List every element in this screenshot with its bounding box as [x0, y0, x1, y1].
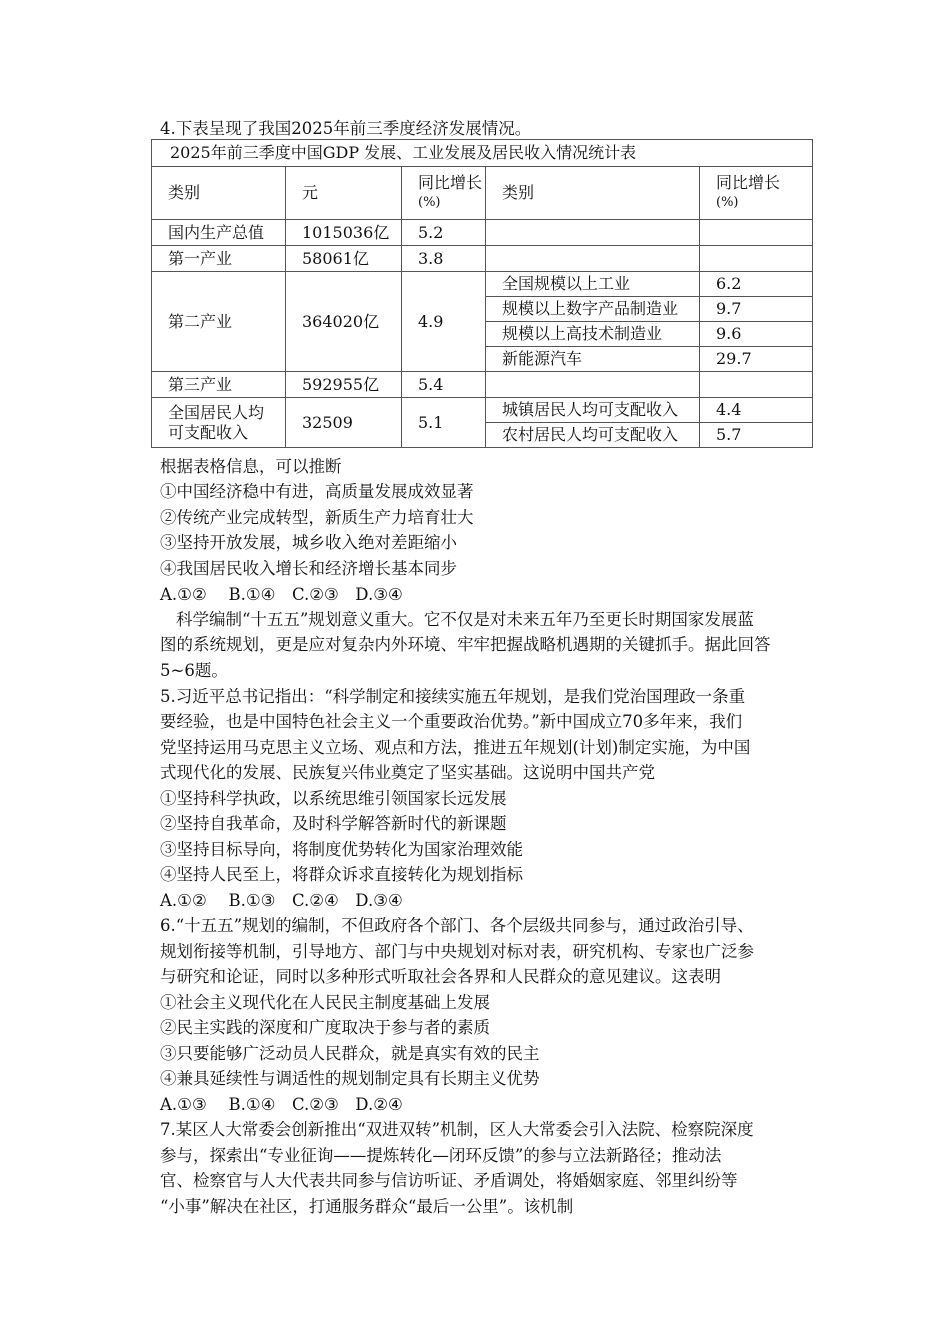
q5-line: 式现代化的发展、民族复兴伟业奠定了坚实基础。这说明中国共产党 [160, 763, 655, 782]
q4-option: ①中国经济稳中有进，高质量发展成效显著 [160, 482, 474, 501]
q5-option: ④坚持人民至上，将群众诉求直接转化为规划指标 [160, 865, 523, 884]
income-sub-label: 农村居民人均可支配收入 [486, 423, 700, 448]
q4-prompt: 根据表格信息，可以推断 [160, 457, 342, 476]
q6-line: 与研究和论证，同时以多种形式听取社会各界和人民群众的意见建议。这表明 [160, 967, 721, 986]
row-income-label-2: 可支配收入 [168, 422, 249, 442]
row-secondary-label: 第二产业 [152, 272, 286, 372]
row-income-growth: 5.1 [402, 398, 486, 448]
header-yuan: 元 [286, 167, 402, 220]
header-growth2-unit: (%) [716, 195, 739, 210]
q7-line: 参与，探索出“专业征询——提炼转化—闭环反馈”的参与立法新路径；推动法 [160, 1146, 722, 1165]
empty-cell [486, 372, 700, 398]
row-tertiary-label: 第三产业 [152, 372, 286, 398]
industry-label: 新能源汽车 [486, 347, 700, 372]
q6-option: ②民主实践的深度和广度取决于参与者的素质 [160, 1018, 490, 1037]
row-income-label-1: 全国居民人均 [168, 402, 265, 422]
industry-growth: 9.6 [700, 322, 813, 347]
income-sub-growth: 5.7 [700, 423, 813, 448]
row-primary-label: 第一产业 [152, 246, 286, 272]
q6-line: 规划衔接等机制，引导地方、部门与中央规划对标对表，研究机构、专家也广泛参 [160, 942, 754, 961]
q5-option: ③坚持目标导向，将制度优势转化为国家治理效能 [160, 840, 523, 859]
industry-growth: 29.7 [700, 347, 813, 372]
q6-choices: A.①③ B.①④ C.②③ D.②④ [160, 1095, 403, 1114]
header-growth2 [700, 167, 813, 220]
q4-stem: 4.下表呈现了我国2025年前三季度经济发展情况。 [160, 119, 532, 138]
header-category2: 类别 [486, 167, 700, 220]
q7-line: 官、检察官与人大代表共同参与信访听证、矛盾调处，将婚姻家庭、邻里纠纷等 [160, 1171, 738, 1190]
q6-line: 6.“十五五”规划的编制，不但政府各个部门、各个层级共同参与，通过政治引导、 [160, 916, 754, 935]
header-growth [402, 167, 486, 220]
row-income-value: 32509 [286, 398, 402, 448]
header-category: 类别 [152, 167, 286, 220]
q6-option: ①社会主义现代化在人民民主制度基础上发展 [160, 993, 490, 1012]
q5-choices: A.①② B.①③ C.②④ D.③④ [160, 891, 403, 910]
row-tertiary-growth: 5.4 [402, 372, 486, 398]
q4-option: ③坚持开放发展，城乡收入绝对差距缩小 [160, 533, 457, 552]
empty-cell [700, 372, 813, 398]
empty-cell [700, 246, 813, 272]
header-growth-unit: (%) [418, 195, 441, 210]
row-gdp-label: 国内生产总值 [152, 220, 286, 246]
header-growth2-main: 同比增长 [716, 173, 781, 192]
row-secondary-growth: 4.9 [402, 272, 486, 372]
intro-line: 5~6题。 [160, 661, 228, 680]
q5-line: 5.习近平总书记指出：“科学制定和接续实施五年规划，是我们党治国理政一条重 [160, 687, 746, 706]
q4-option: ④我国居民收入增长和经济增长基本同步 [160, 559, 457, 578]
q4-option: ②传统产业完成转型，新质生产力培育壮大 [160, 508, 474, 527]
q6-option: ③只要能够广泛动员人民群众，就是真实有效的民主 [160, 1044, 540, 1063]
row-tertiary-value: 592955亿 [286, 372, 402, 398]
industry-label: 全国规模以上工业 [486, 272, 700, 297]
industry-label: 规模以上高技术制造业 [486, 322, 700, 347]
row-primary-growth: 3.8 [402, 246, 486, 272]
industry-growth: 9.7 [700, 297, 813, 322]
q7-line: “小事”解决在社区，打通服务群众“最后一公里”。该机制 [160, 1197, 574, 1216]
header-growth-main: 同比增长 [418, 173, 483, 192]
row-secondary-value: 364020亿 [286, 272, 402, 372]
industry-label: 规模以上数字产品制造业 [486, 297, 700, 322]
row-gdp-value: 1015036亿 [286, 220, 402, 246]
intro-line: 图的系统规划，更是应对复杂内外环境、牢牢把握战略机遇期的关键抓手。据此回答 [160, 635, 771, 654]
intro-line: 科学编制“十五五”规划意义重大。它不仅是对未来五年乃至更长时期国家发展蓝 [176, 610, 754, 629]
empty-cell [486, 220, 700, 246]
row-gdp-growth: 5.2 [402, 220, 486, 246]
q5-option: ①坚持科学执政，以系统思维引领国家长远发展 [160, 789, 507, 808]
table-caption: 2025年前三季度中国GDP 发展、工业发展及居民收入情况统计表 [152, 140, 813, 167]
row-income-label [152, 398, 286, 448]
q5-line: 党坚持运用马克思主义立场、观点和方法，推进五年规划(计划)制定实施，为中国 [160, 738, 751, 757]
empty-cell [486, 246, 700, 272]
q5-line: 要经验，也是中国特色社会主义一个重要政治优势。”新中国成立70多年来，我们 [160, 712, 743, 731]
stats-table [151, 139, 813, 448]
row-primary-value: 58061亿 [286, 246, 402, 272]
q4-choices: A.①② B.①④ C.②③ D.③④ [160, 585, 403, 604]
q6-option: ④兼具延续性与调适性的规划制定具有长期主义优势 [160, 1069, 540, 1088]
empty-cell [700, 220, 813, 246]
income-sub-growth: 4.4 [700, 398, 813, 423]
q5-option: ②坚持自我革命，及时科学解答新时代的新课题 [160, 814, 507, 833]
industry-growth: 6.2 [700, 272, 813, 297]
income-sub-label: 城镇居民人均可支配收入 [486, 398, 700, 423]
q7-line: 7.某区人大常委会创新推出“双进双转”机制，区人大常委会引入法院、检察院深度 [160, 1120, 754, 1139]
